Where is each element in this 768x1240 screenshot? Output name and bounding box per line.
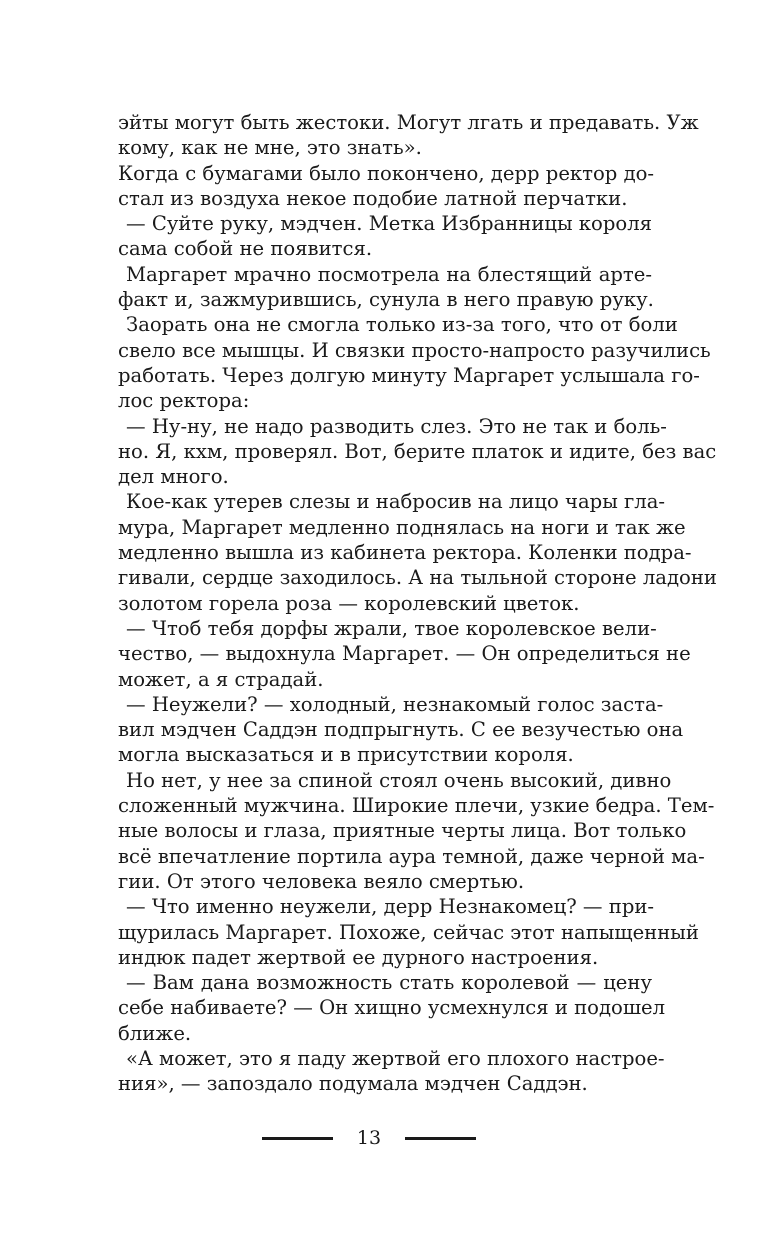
paragraph: [118, 894, 699, 970]
paragraph: [118, 616, 691, 692]
text-line: золотом горела роза — королевский цветок.: [118, 591, 580, 615]
paragraph: [118, 414, 717, 490]
text-line: но. Я, кхм, проверял. Вот, берите платок и идите, без вас: [118, 439, 717, 463]
text-line: индюк падет жертвой ее дурного настроения.: [118, 945, 599, 969]
text-line: — Вам дана возможность стать королевой — цену: [126, 971, 652, 995]
page-footer: [0, 1125, 768, 1153]
paragraph: [118, 161, 655, 212]
text-line: сама собой не появится.: [118, 237, 373, 261]
text-line: ния», — запоздало подумала мэдчен Саддэн.: [118, 1072, 588, 1096]
paragraph: [118, 489, 717, 615]
text-line: эйты могут быть жестоки. Могут лгать и предавать. Уж: [118, 111, 699, 134]
paragraph: [118, 1046, 665, 1097]
text-line: — Неужели? — холодный, незнакомый голос заста-: [126, 692, 664, 716]
text-line: стал из воздуха некое подобие латной перчатки.: [118, 186, 628, 210]
text-line: работать. Через долгую минуту Маргарет услышала го-: [118, 363, 700, 387]
paragraph: [118, 312, 711, 413]
text-line: Маргарет мрачно посмотрела на блестящий арте-: [126, 262, 652, 286]
text-line: щурилась Маргарет. Похоже, сейчас этот напыщенный: [118, 920, 699, 944]
text-line: Кое-как утерев слезы и набросив на лицо чары гла-: [126, 490, 666, 514]
text-line: факт и, зажмурившись, сунула в него правую руку.: [118, 288, 654, 312]
text-line: себе набиваете? — Он хищно усмехнулся и подошел: [118, 996, 666, 1020]
text-line: свело все мышцы. И связки просто-напросто разучились: [118, 338, 711, 362]
text-line: дел много.: [118, 465, 229, 489]
text-line: гивали, сердце заходилось. А на тыльной стороне ладони: [118, 566, 717, 590]
text-line: ближе.: [118, 1021, 192, 1045]
text-line: гии. От этого человека веяло смертью.: [118, 869, 525, 893]
paragraph: [118, 110, 699, 161]
text-line: всё впечатление портила аура темной, даже черной ма-: [118, 844, 705, 868]
paragraph: [118, 211, 652, 262]
paragraph: [118, 692, 684, 768]
text-line: медленно вышла из кабинета ректора. Коленки подра-: [118, 541, 692, 565]
text-line: может, а я страдай.: [118, 667, 324, 691]
text-line: — Чтоб тебя дорфы жрали, твое королевское вели-: [126, 616, 657, 640]
text-line: — Ну-ну, не надо разводить слез. Это не так и боль-: [126, 414, 667, 438]
text-line: Но нет, у нее за спиной стоял очень высокий, дивно: [126, 768, 672, 792]
text-line: мура, Маргарет медленно поднялась на ноги и так же: [118, 515, 686, 539]
text-line: сложенный мужчина. Широкие плечи, узкие бедра. Тем-: [118, 794, 715, 818]
text-line: — Что именно неужели, дерр Незнакомец? — при-: [126, 895, 655, 919]
text-line: могла высказаться и в присутствии короля.: [118, 743, 574, 767]
paragraph: [118, 768, 715, 894]
text-line: «А может, это я паду жертвой его плохого настрое-: [126, 1046, 665, 1070]
paragraph: [118, 262, 652, 313]
text-line: Когда с бумагами было покончено, дерр ректор до-: [118, 161, 655, 185]
footer-rule-right: [405, 1137, 476, 1140]
text-line: чество, — выдохнула Маргарет. — Он определиться не: [118, 642, 691, 666]
text-line: лос ректора:: [118, 389, 250, 413]
text-line: Заорать она не смогла только из-за того, что от боли: [126, 313, 678, 337]
text-line: кому, как не мне, это знать».: [118, 136, 422, 160]
page-number: 13: [356, 1127, 382, 1149]
text-line: вил мэдчен Саддэн подпрыгнуть. С ее везучестью она: [118, 718, 684, 742]
text-line: ные волосы и глаза, приятные черты лица. Вот только: [118, 819, 687, 843]
body-text: [118, 110, 717, 1097]
footer-rule-left: [262, 1137, 333, 1140]
text-line: — Суйте руку, мэдчен. Метка Избранницы короля: [126, 212, 652, 236]
paragraph: [118, 970, 666, 1046]
